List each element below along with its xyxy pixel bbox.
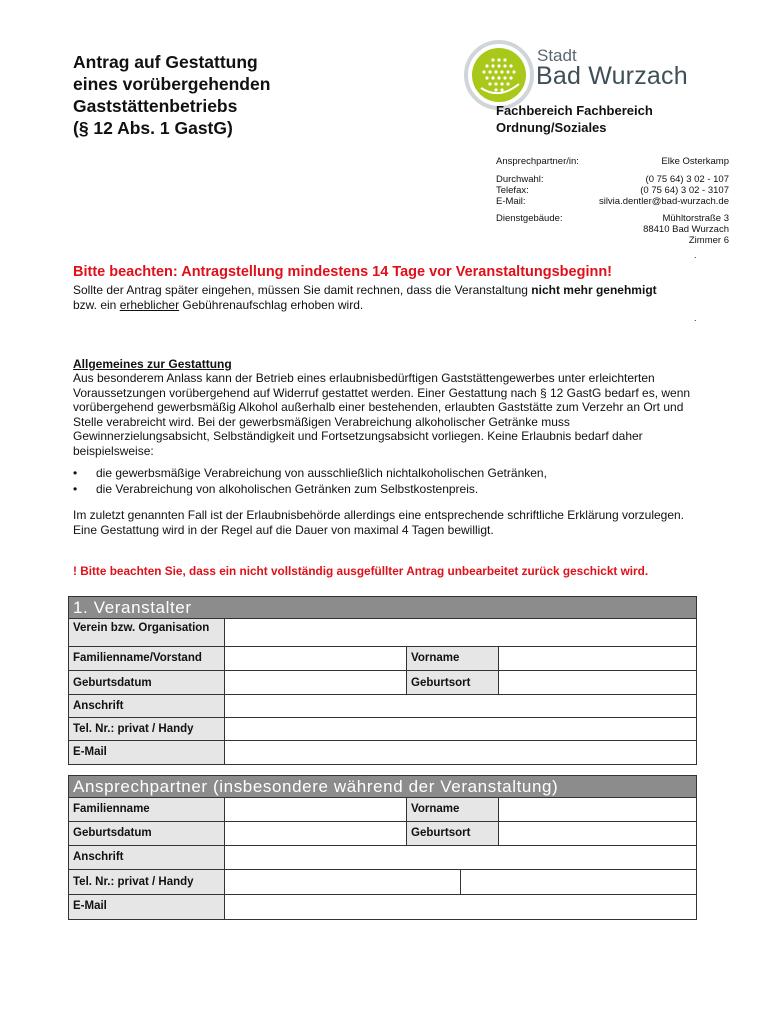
list-item: • die Verabreichung von alkoholischen Getränken zum Selbstkostenpreis.: [73, 481, 703, 497]
label-anschrift: Anschrift: [68, 845, 225, 870]
stray-dot: .: [694, 313, 697, 323]
general-paragraph-3-text: Eine Gestattung wird in der Regel auf die Dauer von maximal 4 Tagen bewilligt.: [73, 522, 494, 537]
warning-text-part: Sollte der Antrag später eingehen, müssen Sie damit rechnen, dass die Veranstaltung: [73, 283, 532, 297]
contact-partner-row: [496, 156, 729, 167]
label-geburtsdatum: Geburtsdatum: [68, 821, 225, 846]
general-paragraph-2-text: Im zuletzt genannten Fall ist der Erlaubnisbehörde allerdings eine entsprechende schriftliche Erklärung vorzulegen.: [73, 508, 685, 522]
warning-text-underline: erheblicher: [119, 298, 180, 312]
warning-text-part: bzw. ein: [73, 298, 120, 312]
warning-headline: Bitte beachten: Antragstellung mindestens 14 Tage vor Veranstaltungsbeginn!: [73, 264, 613, 280]
contact-building-line: Zimmer 6: [688, 235, 729, 246]
department-line: Ordnung/Soziales: [496, 120, 607, 135]
geburtsdatum-input[interactable]: [224, 670, 407, 695]
contact-partner-label: Ansprechpartner/in:: [496, 156, 579, 167]
contact-email-label: E-Mail:: [496, 196, 526, 207]
contact-telefax-value: (0 75 64) 3 02 - 3107: [640, 185, 729, 196]
list-item: • die gewerbsmäßige Verabreichung von ausschließlich nichtalkoholischen Getränken,: [73, 465, 703, 481]
warning-text-bold: nicht mehr genehmigt: [531, 283, 657, 297]
title-line: Gaststättenbetriebs: [73, 96, 238, 116]
vorname-input[interactable]: [498, 646, 697, 671]
contact-vorname-input[interactable]: [498, 797, 697, 822]
contact-anschrift-input[interactable]: [224, 845, 697, 870]
familienname-vorstand-input[interactable]: [224, 646, 407, 671]
label-tel: Tel. Nr.: privat / Handy: [68, 869, 225, 895]
incomplete-application-note: ! Bitte beachten Sie, dass ein nicht vollständig ausgefüllter Antrag unbearbeitet zurück geschickt wird.: [73, 564, 649, 578]
department-line: Fachbereich Fachbereich: [496, 103, 653, 118]
title-line: Antrag auf Gestattung: [73, 52, 258, 72]
anschrift-input[interactable]: [224, 694, 697, 718]
general-heading: Allgemeines zur Gestattung: [73, 357, 232, 371]
department: [496, 102, 726, 136]
general-paragraph: Aus besonderem Anlass kann der Betrieb eines erlaubnisbedürftigen Gaststättengewerbes unter erleichterten Voraussetzungen vorübergehend auf Widerruf gestattet werden. Einer Gestattung nach § 12 GastG bedarf es, wenn vorübergehend gewerbsmäßig Alkohol außerhalb einer bestehenden, erlaubten Gaststätte zum Verzehr an Ort und Stelle verabreicht wird. Bei der gewerbsmäßigen Verabreichung alkoholischer Getränke muss Gewinnerzielungsabsicht, Selbständigkeit und Fortsetzungsabsicht vorliegen. Keine Erlaubnis bedarf daher beispielsweise:: [73, 371, 691, 458]
label-familienname: Familienname: [68, 797, 225, 822]
contact-building-line: 88410 Bad Wurzach: [643, 224, 729, 235]
contact-numbers: [496, 174, 729, 207]
tel-input[interactable]: [224, 717, 697, 741]
general-bullet-list: [73, 465, 703, 497]
title-line: eines vorübergehenden: [73, 74, 271, 94]
section-2-header: Ansprechpartner (insbesondere während der Veranstaltung): [68, 775, 697, 798]
contact-tel-handy-input[interactable]: [460, 869, 697, 895]
label-geburtsort: Geburtsort: [406, 821, 499, 846]
contact-geburtsdatum-input[interactable]: [224, 821, 407, 846]
contact-partner-value: Elke Osterkamp: [661, 156, 729, 167]
section-1-header: 1. Veranstalter: [68, 596, 697, 619]
contact-geburtsort-input[interactable]: [498, 821, 697, 846]
contact-durchwahl-label: Durchwahl:: [496, 174, 544, 185]
page-title: [73, 51, 270, 139]
contact-email-value[interactable]: silvia.dentler@bad-wurzach.de: [598, 196, 729, 207]
email-input[interactable]: [224, 740, 697, 765]
verein-input[interactable]: [224, 618, 697, 647]
contact-tel-privat-input[interactable]: [224, 869, 461, 895]
warning-text: [73, 283, 673, 313]
city-logo-emblem-icon: [463, 38, 539, 112]
contact-durchwahl-value: (0 75 64) 3 02 - 107: [645, 174, 729, 185]
contact-building: [496, 213, 729, 246]
label-geburtsort: Geburtsort: [406, 670, 499, 695]
warning-text-part: Gebührenaufschlag erhoben wird.: [179, 298, 364, 312]
title-line: (§ 12 Abs. 1 GastG): [73, 118, 233, 138]
label-vorname: Vorname: [406, 797, 499, 822]
contact-building-label: Dienstgebäude:: [496, 213, 563, 224]
logo-stadt-text: Stadt: [537, 46, 577, 65]
logo-city-name: Bad Wurzach: [536, 62, 688, 90]
label-anschrift: Anschrift: [68, 694, 225, 718]
label-tel: Tel. Nr.: privat / Handy: [68, 717, 225, 741]
general-paragraph-2: [73, 508, 703, 537]
label-email: E-Mail: [68, 740, 225, 765]
contact-building-line: Mühltorstraße 3: [662, 213, 729, 224]
contact-familienname-input[interactable]: [224, 797, 407, 822]
label-familienname-vorstand: Familienname/Vorstand: [68, 646, 225, 671]
label-geburtsdatum: Geburtsdatum: [68, 670, 225, 695]
contact-email-input[interactable]: [224, 894, 697, 920]
stray-dot: .: [694, 250, 697, 260]
label-vorname: Vorname: [406, 646, 499, 671]
label-email: E-Mail: [68, 894, 225, 920]
label-verein: Verein bzw. Organisation: [68, 618, 225, 647]
contact-telefax-label: Telefax:: [496, 185, 529, 196]
geburtsort-input[interactable]: [498, 670, 697, 695]
